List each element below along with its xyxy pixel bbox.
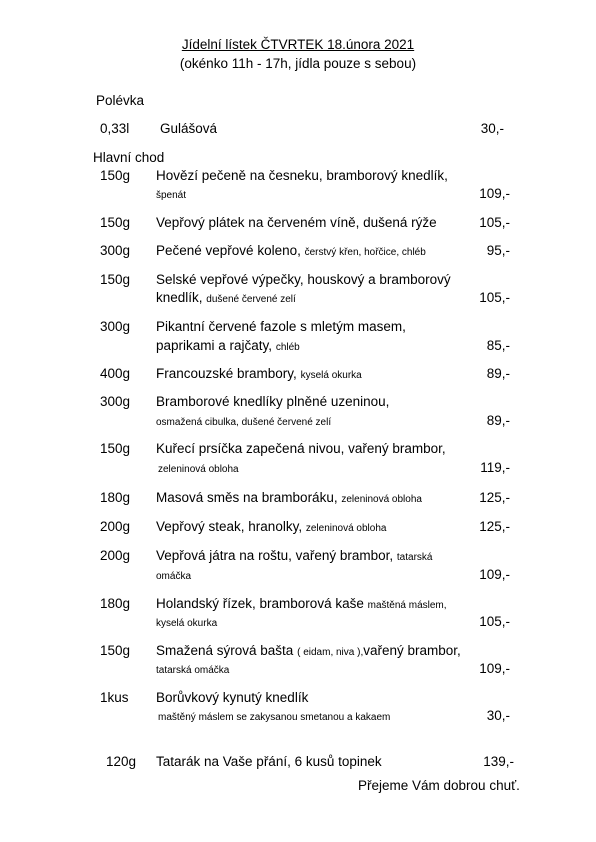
item-qty: 200g (100, 519, 131, 534)
item-note: maštěná máslem, (367, 600, 447, 611)
item-name: Bramborové knedlíky plněné uzeninou, (156, 394, 390, 409)
item-name: Vepřový steak, hranolky, (156, 519, 303, 534)
item-name: Masová směs na bramboráku, (156, 490, 338, 505)
item-qty: 180g (100, 490, 131, 505)
item-price: 109,- (479, 661, 510, 676)
item-name-line (156, 490, 422, 508)
item-name-continued: knedlík, (156, 290, 203, 305)
item-note: zeleninová obloha (341, 494, 422, 505)
item-note: špenát (156, 190, 187, 201)
item-name: Pikantní červené fazole s mletým masem, (156, 319, 406, 334)
item-price: 105,- (479, 215, 510, 230)
item-name-line (156, 519, 386, 537)
section-heading-main: Hlavní chod (93, 150, 165, 165)
item-note: maštěný máslem se zakysanou smetanou a kakaem (158, 712, 391, 723)
item-name-line (156, 290, 296, 308)
section-heading-soup: Polévka (96, 93, 145, 108)
closing-message: Přejeme Vám dobrou chuť. (358, 778, 520, 793)
item-name: Francouzské brambory, (156, 366, 297, 381)
item-qty: 300g (100, 319, 131, 334)
item-price: 89,- (486, 413, 510, 428)
item-note: zeleninová obloha (158, 464, 239, 475)
item-qty: 200g (100, 548, 131, 563)
item-name: Holandský řízek, bramborová kaše (156, 596, 364, 611)
item-price: 89,- (486, 366, 510, 381)
item-price: 95,- (486, 243, 510, 258)
item-qty: 1kus (100, 690, 129, 705)
item-name-line (156, 366, 362, 384)
item-name: Smažená sýrová bašta (156, 643, 294, 658)
item-name-line (156, 338, 300, 356)
item-name-line (156, 643, 461, 661)
item-price: 119,- (480, 460, 510, 475)
item-name: Borůvkový kynutý knedlík (156, 690, 309, 705)
item-note: dušené červené zelí (206, 294, 296, 305)
item-price: 105,- (479, 614, 510, 629)
menu-title: Jídelní lístek ČTVRTEK 18.února 2021 (181, 37, 415, 52)
item-qty: 150g (100, 168, 131, 183)
item-note-continued: tatarská omáčka (156, 665, 230, 676)
soup-qty: 0,33l (100, 121, 130, 136)
item-note: kyselá okurka (300, 370, 362, 381)
item-name-line (156, 596, 447, 614)
item-note-continued: kyselá okurka (156, 618, 218, 629)
soup-name: Gulášová (160, 121, 218, 136)
item-name-continued: vařený brambor, (363, 643, 461, 658)
menu-subtitle: (okénko 11h - 17h, jídla pouze s sebou) (179, 56, 417, 71)
item-qty: 300g (100, 243, 131, 258)
item-price: 139,- (483, 754, 514, 769)
item-price: 30,- (486, 708, 510, 723)
item-note: chléb (275, 342, 300, 353)
item-note: tatarská (396, 552, 433, 563)
item-qty: 150g (100, 643, 131, 658)
item-name: Hovězí pečeně na česneku, bramborový knedlík, (156, 168, 448, 183)
item-name-line (156, 548, 432, 566)
item-price: 109,- (479, 186, 510, 201)
item-qty: 120g (106, 754, 137, 769)
soup-price: 30,- (480, 121, 504, 136)
item-price: 109,- (479, 567, 510, 582)
item-name: Vepřový plátek na červeném víně, dušená rýže (156, 215, 437, 230)
item-name: Pečené vepřové koleno, (156, 243, 301, 258)
item-qty: 150g (100, 272, 131, 287)
item-price: 85,- (486, 338, 510, 353)
item-note: osmažená cibulka, dušené červené zelí (156, 417, 332, 428)
item-qty: 180g (100, 596, 131, 611)
item-qty: 300g (100, 394, 131, 409)
item-qty: 150g (100, 215, 131, 230)
item-name: Tatarák na Vaše přání, 6 kusů topinek (156, 754, 382, 769)
item-note-continued: omáčka (156, 571, 192, 582)
item-name: Vepřová játra na roštu, vařený brambor, (156, 548, 394, 563)
item-note: ( eidam, niva ), (297, 647, 364, 658)
item-price: 125,- (479, 519, 510, 534)
item-note: čerstvý křen, hořčice, chléb (304, 247, 426, 258)
item-qty: 400g (100, 366, 131, 381)
item-price: 105,- (479, 290, 510, 305)
item-name: Selské vepřové výpečky, houskový a bramborový (156, 272, 451, 287)
item-qty: 150g (100, 441, 131, 456)
item-name-continued: paprikami a rajčaty, (156, 338, 273, 353)
item-note: zeleninová obloha (305, 523, 387, 534)
item-name-line (156, 243, 426, 261)
item-price: 125,- (479, 490, 510, 505)
item-name: Kuřecí prsíčka zapečená nivou, vařený brambor, (156, 441, 446, 456)
